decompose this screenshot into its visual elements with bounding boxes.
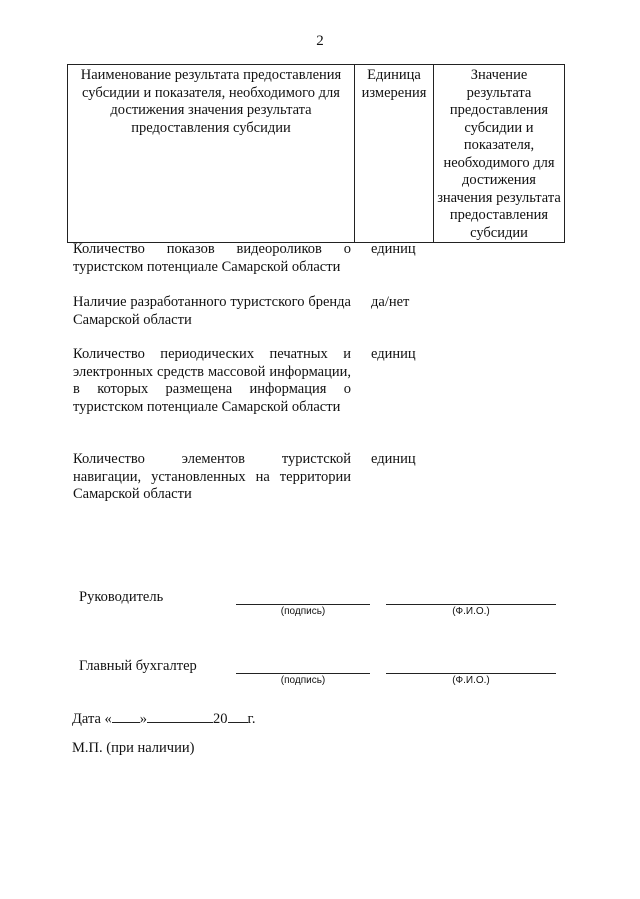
row-name: Количество периодических печатных и электронных средств массовой информации, в которых размещена информация о туристском потенциале Самарской области [73,346,351,415]
row-unit: да/нет [371,294,410,310]
day-blank [112,709,140,723]
signature-line [236,604,370,605]
date-prefix: Дата « [72,711,112,727]
year-suffix: г. [247,711,256,727]
page-number: 2 [316,33,324,49]
year-prefix: 20 [213,711,228,727]
row-name: Количество показов видеороликов о туристском потенциале Самарской области [73,241,351,275]
header-value: Значение результата предоставления субсидии и показателя, необходимого для достижения значения результата предоставления субсидии [434,65,565,243]
name-caption: (Ф.И.О.) [452,675,490,686]
row-name: Наличие разработанного туристского бренда Самарской области [73,294,351,328]
row-unit: единиц [371,241,416,257]
header-unit: Единица измерения [355,65,434,243]
month-blank [147,709,213,723]
row-name: Количество элементов туристской навигации, установленных на территории Самарской области [73,451,351,502]
name-line [386,604,556,605]
name-line [386,673,556,674]
signature-role-accountant: Главный бухгалтер [79,658,197,674]
signature-caption: (подпись) [280,606,326,617]
header-result-name: Наименование результата предоставления субсидии и показателя, необходимого для достижения значения результата предоставления субсидии [68,65,355,243]
row-unit: единиц [371,346,416,362]
year-blank [228,709,248,723]
results-table-header [67,64,565,243]
name-caption: (Ф.И.О.) [452,606,490,617]
signature-role-director: Руководитель [79,589,164,605]
signature-line [236,673,370,674]
seal-note: М.П. (при наличии) [72,740,195,756]
date-line [72,709,255,728]
signature-caption: (подпись) [280,675,326,686]
date-quote-close: » [139,711,148,727]
row-unit: единиц [371,451,416,467]
